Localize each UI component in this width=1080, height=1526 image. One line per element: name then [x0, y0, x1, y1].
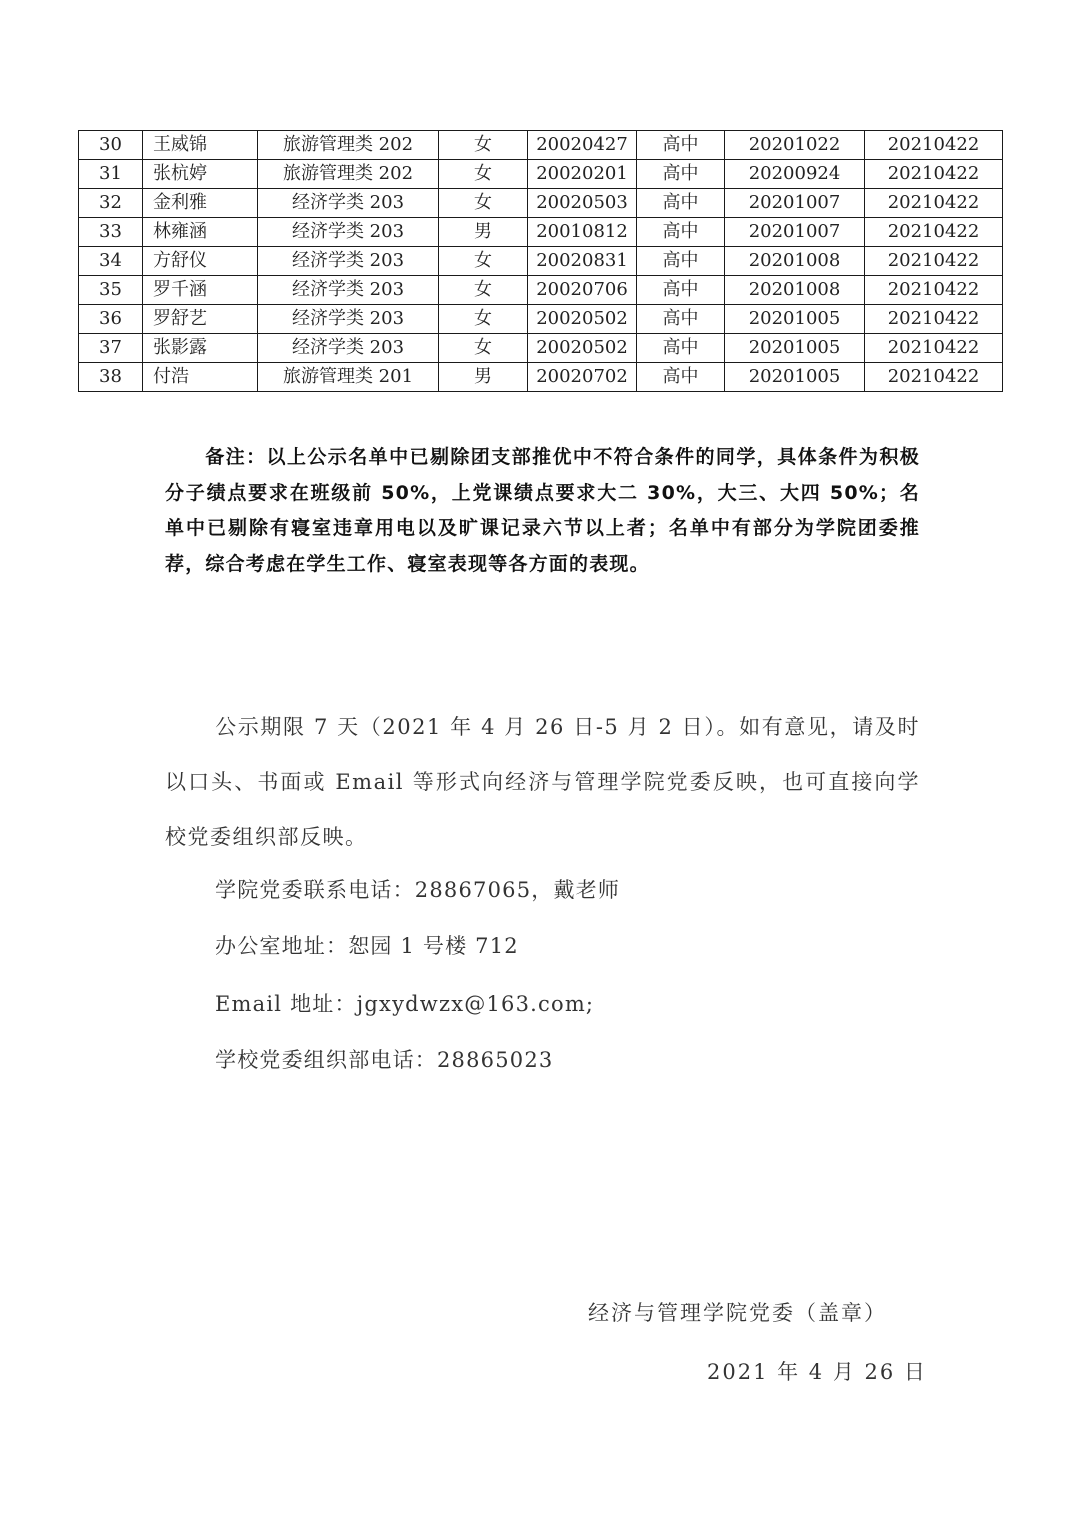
- cell-name: 罗千涵: [143, 276, 258, 305]
- notice-paragraph: [165, 700, 920, 865]
- cell-name: 王威锦: [143, 131, 258, 160]
- cell-index: 36: [79, 305, 143, 334]
- cell-index: 38: [79, 363, 143, 392]
- cell-education: 高中: [637, 363, 725, 392]
- cell-education: 高中: [637, 305, 725, 334]
- cell-education: 高中: [637, 131, 725, 160]
- remark-paragraph: [165, 440, 920, 582]
- college-phone-line: 学院党委联系电话：28867065，戴老师: [215, 878, 621, 902]
- cell-education: 高中: [637, 189, 725, 218]
- cell-name: 张影露: [143, 334, 258, 363]
- cell-gender: 女: [439, 189, 528, 218]
- cell-name: 金利雅: [143, 189, 258, 218]
- cell-education: 高中: [637, 334, 725, 363]
- cell-gender: 女: [439, 334, 528, 363]
- cell-gender: 男: [439, 218, 528, 247]
- cell-name: 林雍涵: [143, 218, 258, 247]
- cell-birthdate: 20010812: [528, 218, 637, 247]
- cell-class: 经济学类 203: [258, 189, 439, 218]
- cell-application-date: 20201022: [725, 131, 865, 160]
- table-row: [79, 218, 1003, 247]
- cell-application-date: 20201007: [725, 218, 865, 247]
- roster-table: [78, 130, 1003, 392]
- cell-activist-date: 20210422: [865, 363, 1003, 392]
- email-line: Email 地址：jgxydwzx@163.com;: [215, 992, 595, 1016]
- cell-application-date: 20201005: [725, 363, 865, 392]
- cell-index: 33: [79, 218, 143, 247]
- cell-index: 30: [79, 131, 143, 160]
- table-row: [79, 247, 1003, 276]
- cell-education: 高中: [637, 218, 725, 247]
- cell-birthdate: 20020201: [528, 160, 637, 189]
- cell-class: 经济学类 203: [258, 305, 439, 334]
- cell-index: 35: [79, 276, 143, 305]
- cell-gender: 女: [439, 247, 528, 276]
- cell-birthdate: 20020831: [528, 247, 637, 276]
- cell-gender: 女: [439, 305, 528, 334]
- cell-class: 经济学类 203: [258, 218, 439, 247]
- signature-org: 经济与管理学院党委（盖章）: [588, 1301, 887, 1325]
- cell-activist-date: 20210422: [865, 218, 1003, 247]
- cell-index: 31: [79, 160, 143, 189]
- cell-activist-date: 20210422: [865, 334, 1003, 363]
- table-row: [79, 160, 1003, 189]
- cell-gender: 女: [439, 160, 528, 189]
- cell-index: 32: [79, 189, 143, 218]
- cell-activist-date: 20210422: [865, 305, 1003, 334]
- cell-birthdate: 20020702: [528, 363, 637, 392]
- cell-class: 经济学类 203: [258, 334, 439, 363]
- table-row: [79, 334, 1003, 363]
- cell-education: 高中: [637, 247, 725, 276]
- cell-class: 经济学类 203: [258, 247, 439, 276]
- cell-birthdate: 20020706: [528, 276, 637, 305]
- cell-application-date: 20201005: [725, 305, 865, 334]
- office-address-line: 办公室地址：恕园 1 号楼 712: [215, 934, 519, 958]
- notice-text: 公示期限 7 天（2021 年 4 月 26 日-5 月 2 日）。如有意见，请及时以口头、书面或 Email 等形式向经济与管理学院党委反映，也可直接向学校党委组织部反映。: [165, 715, 920, 849]
- cell-education: 高中: [637, 160, 725, 189]
- cell-activist-date: 20210422: [865, 247, 1003, 276]
- cell-name: 罗舒艺: [143, 305, 258, 334]
- cell-class: 旅游管理类 201: [258, 363, 439, 392]
- school-phone-line: 学校党委组织部电话：28865023: [215, 1048, 554, 1072]
- cell-gender: 女: [439, 131, 528, 160]
- remark-text: 备注：以上公示名单中已剔除团支部推优中不符合条件的同学，具体条件为积极分子绩点要求在班级前 50%，上党课绩点要求大二 30%，大三、大四 50%；名单中已剔除有寝室违章用电以及旷课记录六节以上者；名单中有部分为学院团委推荐，综合考虑在学生工作、寝室表现等各方面的表现。: [165, 446, 920, 575]
- cell-application-date: 20201008: [725, 247, 865, 276]
- cell-name: 付浩: [143, 363, 258, 392]
- roster-table-body: [79, 131, 1003, 392]
- cell-activist-date: 20210422: [865, 160, 1003, 189]
- cell-education: 高中: [637, 276, 725, 305]
- cell-activist-date: 20210422: [865, 189, 1003, 218]
- cell-gender: 男: [439, 363, 528, 392]
- cell-class: 经济学类 203: [258, 276, 439, 305]
- cell-name: 方舒仪: [143, 247, 258, 276]
- cell-activist-date: 20210422: [865, 276, 1003, 305]
- cell-index: 34: [79, 247, 143, 276]
- cell-index: 37: [79, 334, 143, 363]
- cell-application-date: 20201007: [725, 189, 865, 218]
- cell-activist-date: 20210422: [865, 131, 1003, 160]
- cell-class: 旅游管理类 202: [258, 160, 439, 189]
- cell-birthdate: 20020503: [528, 189, 637, 218]
- cell-application-date: 20200924: [725, 160, 865, 189]
- table-row: [79, 131, 1003, 160]
- table-row: [79, 305, 1003, 334]
- table-row: [79, 189, 1003, 218]
- cell-application-date: 20201008: [725, 276, 865, 305]
- table-row: [79, 276, 1003, 305]
- cell-birthdate: 20020502: [528, 305, 637, 334]
- cell-name: 张杭婷: [143, 160, 258, 189]
- cell-application-date: 20201005: [725, 334, 865, 363]
- signature-date: 2021 年 4 月 26 日: [707, 1360, 927, 1384]
- cell-gender: 女: [439, 276, 528, 305]
- cell-birthdate: 20020502: [528, 334, 637, 363]
- table-row: [79, 363, 1003, 392]
- cell-birthdate: 20020427: [528, 131, 637, 160]
- cell-class: 旅游管理类 202: [258, 131, 439, 160]
